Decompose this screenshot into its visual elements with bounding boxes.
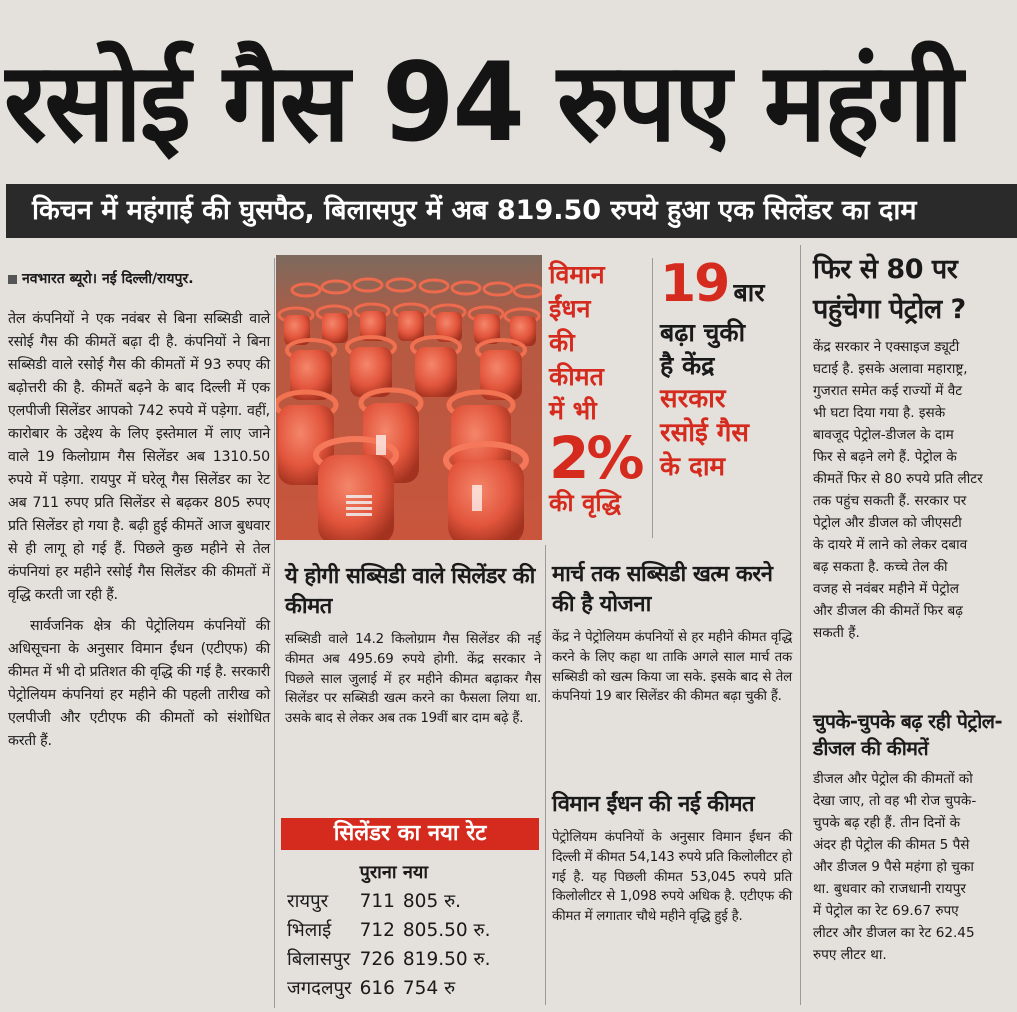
text-line: वजह से नवंबर महीने में पेट्रोल	[813, 581, 959, 597]
stat-line: ईंधन	[549, 294, 591, 323]
section-heading: चुपके-चुपके बढ़ रही पेट्रोल-डीजल की कीमतें	[813, 710, 1003, 760]
subsidy-price-section	[285, 562, 541, 729]
rate-table	[287, 858, 543, 1003]
city-cell: भिलाई	[287, 920, 332, 941]
petrol-price-section	[813, 250, 1017, 644]
new-rate-cell: 805.50 रु.	[402, 920, 491, 941]
subheadline-bar: किचन में महंगाई की घुसपैठ, बिलासपुर में अब 819.50 रुपये हुआ एक सिलेंडर का दाम	[6, 184, 1017, 238]
new-rate-cell: 819.50 रु.	[402, 949, 491, 970]
text-line: बावजूद पेट्रोल-डीजल के दाम	[813, 427, 954, 443]
lead-paragraph: सार्वजनिक क्षेत्र की पेट्रोलियम कंपनियों की अधिसूचना के अनुसार विमान ईंधन (एटीएफ) की कीमत में भी दो प्रतिशत की वृद्धि की गई है. सरकारी पेट्रोलियम कंपनियां हर महीने की पहली तारीख को एलपीजी और एटीएफ की कीमतों को संशोधित करती हैं.	[8, 618, 270, 749]
stat-line: रसोई गैस	[660, 418, 749, 448]
stat-suffix: बार	[733, 278, 765, 307]
text-line: घटाई है. इसके अलावा महाराष्ट्र,	[813, 361, 968, 377]
stat-line: सरकार	[660, 384, 726, 414]
old-rate-cell: 726	[359, 949, 395, 970]
old-rate-cell: 711	[359, 891, 395, 912]
column-header-old: पुराना	[359, 862, 397, 883]
stat-line: बढ़ा चुकी	[660, 318, 746, 347]
city-cell: जगदलपुर	[287, 978, 352, 999]
column-header-new: नया	[402, 862, 428, 883]
column-divider	[652, 258, 653, 538]
text-line: चुपके बढ़ रही हैं. तीन दिनों के	[813, 815, 961, 831]
table-row	[287, 974, 498, 1003]
table-row	[287, 945, 498, 974]
text-line: डीजल और पेट्रोल की कीमतों को	[813, 771, 973, 787]
text-line: था. बुधवार को राजधानी रायपुर	[813, 881, 966, 897]
text-line: के दायरे में लाने को लेकर दबाव	[813, 537, 968, 553]
text-line: बढ़ सकता है. कच्चे तेल की	[813, 559, 948, 575]
text-line: और डीजल 9 पैसे महंगा हो चुका	[813, 859, 974, 875]
section-heading: फिर से 80 पर पहुंचेगा पेट्रोल ?	[813, 254, 966, 325]
table-row	[287, 916, 498, 945]
gas-cylinders-photo	[276, 255, 542, 540]
section-body: पेट्रोलियम कंपनियों के अनुसार विमान ईंधन की दिल्ली में कीमत 54,143 रुपये प्रति किलोलीटर हो गई है. यह पिछली कीमत 53,045 रुपये प्रति किलोलीटर से 1,098 रुपये अधिक है. एटीएफ की कीमत में लगातार चौथे महीने वृद्धि हुई है.	[552, 830, 792, 925]
text-line: गुजरात समेत कई राज्यों में वैट	[813, 383, 963, 399]
cylinder-illustration	[276, 255, 542, 540]
rate-table-header	[287, 858, 498, 887]
lead-paragraph: तेल कंपनियों ने एक नवंबर से बिना सब्सिडी वाले रसोई गैस की कीमतें बढ़ा दी है. कंपनियों ने बिना सब्सिडी वाले रसोई गैस की कीमतों में 93 रुपए की बढ़ोत्तरी की है. कीमतें बढ़ने के बाद दिल्ली में एक एलपीजी सिलेंडर आपको 742 रुपये में पड़ेगा. वहीं, कारोबार के उद्देश्य के लिए इस्तेमाल में लाए जाने वाले 19 किलोग्राम गैस सिलेंडर अब 1310.50 रुपये में पड़ेगा. रायपुर में घरेलू गैस सिलेंडर का रेट अब 711 रुपए प्रति सिलेंडर से बढ़कर 805 रुपए प्रति सिलेंडर हो गया है. बढ़ी हुई कीमतें आज बुधवार से ही लागू हो गई हैं. पिछले कुछ महीने से तेल कंपनियां हर महीने रसोई गैस सिलेंडर की कीमतों में वृद्धि करती जा रही हैं.	[8, 311, 270, 603]
text-line: फिर से बढ़ने लगे हैं. पेट्रोल के	[813, 449, 957, 465]
column-divider	[274, 258, 275, 1008]
text-line: देखा जाए, तो वह भी रोज चुपके-	[813, 793, 977, 809]
stat-line: की वृद्धि	[549, 489, 621, 517]
text-line: में पेट्रोल का रेट 69.67 रुपए	[813, 903, 959, 919]
section-heading: विमान ईंधन की नई कीमत	[552, 792, 755, 817]
lead-story-column	[8, 268, 270, 761]
text-line: अंदर ही पेट्रोल की कीमत 5 पैसे	[813, 837, 970, 853]
stat-percent: 2%	[549, 424, 642, 492]
lead-story-body	[8, 308, 270, 753]
new-rate-cell: 754 रु	[402, 978, 456, 999]
stat-number: 19	[660, 254, 729, 314]
column-divider	[800, 245, 801, 1005]
section-heading: ये होगी सब्सिडी वाले सिलेंडर की कीमत	[285, 564, 535, 619]
byline-text: नवभारत ब्यूरो। नई दिल्ली/रायपुर.	[22, 271, 194, 287]
column-divider	[545, 545, 546, 1005]
section-body: सब्सिडी वाले 14.2 किलोग्राम गैस सिलेंडर की नई कीमत अब 495.69 रुपये होगी. केंद्र सरकार ने पिछले साल जुलाई में हर महीने कीमत बढ़ाकर गैस सिलेंडर पर सब्सिडी खत्म करने का फैसला लिया था. उसके बाद से लेकर अब तक 19वीं बार दाम बढ़े हैं.	[285, 632, 541, 727]
text-line: कीमतें फिर से 80 रुपये प्रति लीटर	[813, 471, 983, 487]
section-body	[813, 768, 1017, 966]
atf-price-section	[552, 790, 792, 927]
lpg-hike-stat-box	[660, 252, 790, 484]
old-rate-cell: 712	[359, 920, 395, 941]
text-line: केंद्र सरकार ने एक्साइज ड्यूटी	[813, 339, 960, 355]
text-line: भी घटा दिया गया है. इसके	[813, 405, 946, 421]
text-line: तक पहुंच सकती हैं. सरकार पर	[813, 493, 967, 509]
text-line: पेट्रोल और डीजल को जीएसटी	[813, 515, 962, 531]
text-line: रुपए लीटर था.	[813, 947, 887, 963]
text-line: लीटर और डीजल का रेट 62.45	[813, 925, 975, 941]
byline	[8, 268, 270, 290]
column-header-city	[287, 858, 360, 887]
stat-line: में भी	[549, 396, 597, 425]
text-line: सकती हैं.	[813, 625, 860, 641]
stat-line: है केंद्र	[660, 351, 715, 380]
daily-price-section	[813, 708, 1017, 966]
stat-line: की	[549, 328, 575, 357]
table-row	[287, 887, 498, 916]
atf-stat-box	[549, 258, 643, 518]
main-headline: रसोई गैस 94 रुपए महंगी	[4, 37, 961, 167]
text-line: और डीजल की कीमतें फिर बढ़	[813, 603, 963, 619]
march-plan-section	[552, 560, 792, 707]
byline-square-icon	[8, 275, 17, 284]
stat-line: के दाम	[660, 452, 726, 482]
stat-line: कीमत	[549, 362, 604, 391]
old-rate-cell: 616	[359, 978, 395, 999]
section-heading: मार्च तक सब्सिडी खत्म करने की है योजना	[552, 562, 773, 617]
stat-line: विमान	[549, 260, 605, 289]
section-body	[813, 336, 1017, 644]
city-cell: रायपुर	[287, 891, 329, 912]
rate-table-title: सिलेंडर का नया रेट	[281, 818, 539, 850]
city-cell: बिलासपुर	[287, 949, 351, 970]
new-rate-cell: 805 रु.	[402, 891, 462, 912]
section-body: केंद्र ने पेट्रोलियम कंपनियों से हर महीने कीमत वृद्धि करने के लिए कहा था ताकि अगले साल मार्च तक सब्सिडी को खत्म किया जा सके. इसके बाद से तेल कंपनियां 19 बार सिलेंडर की कीमत बढ़ा चुकी हैं.	[552, 630, 792, 705]
